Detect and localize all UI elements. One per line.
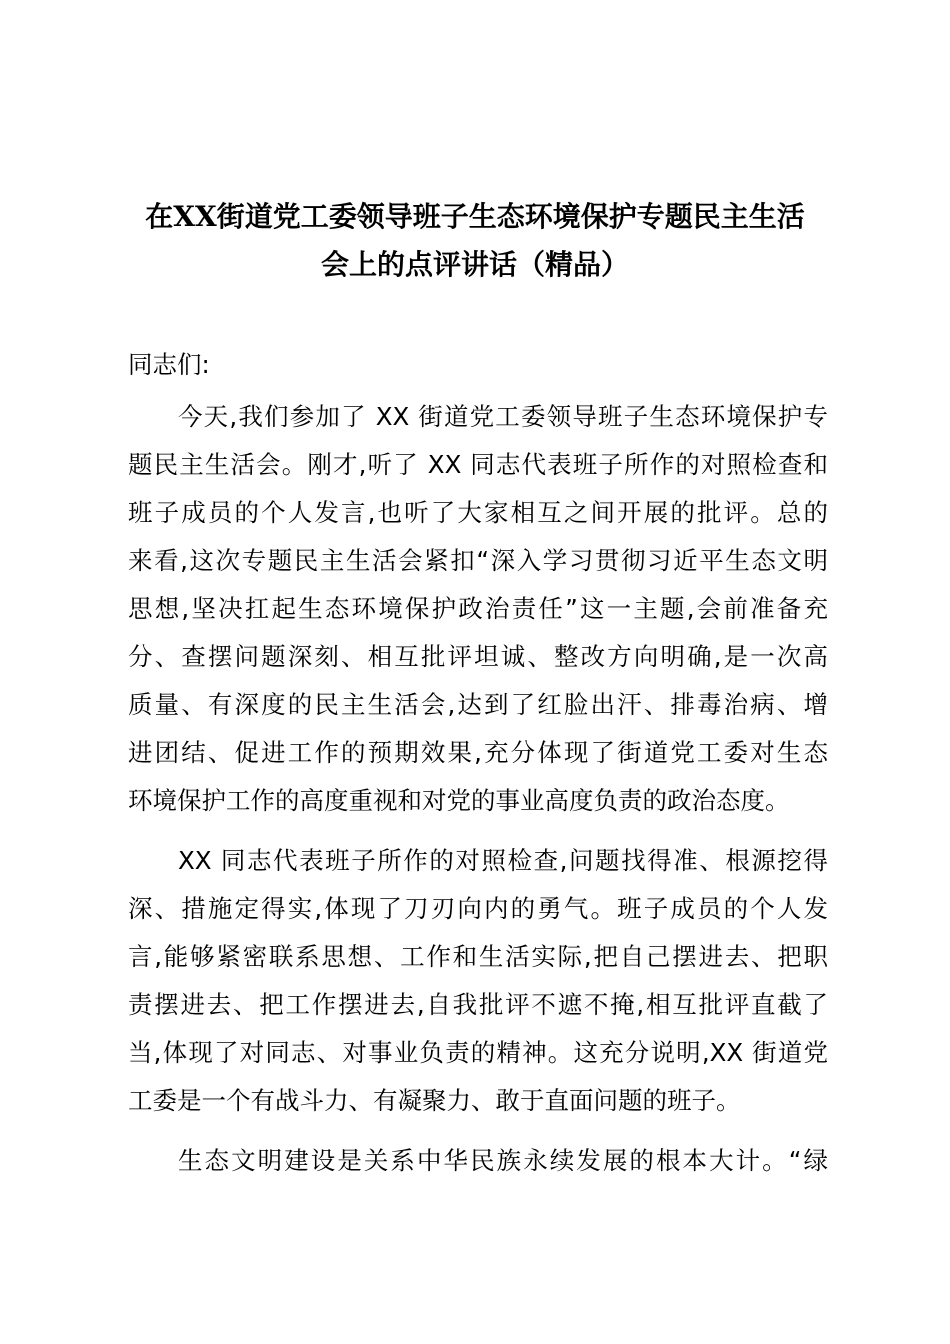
paragraph-1-line-7: 质量、有深度的民主生活会,达到了红脸出汗、排毒治病、增 xyxy=(128,690,828,719)
paragraph-1-line-3: 班子成员的个人发言,也听了大家相互之间开展的批评。总的 xyxy=(128,498,828,527)
paragraph-3-line-1: 生态文明建设是关系中华民族永续发展的根本大计。“绿 xyxy=(178,1146,828,1175)
paragraph-1-line-5: 思想,坚决扛起生态环境保护政治责任”这一主题,会前准备充 xyxy=(128,594,828,623)
paragraph-1-line-9: 环境保护工作的高度重视和对党的事业高度负责的政治态度。 xyxy=(128,786,790,815)
paragraph-2-line-2: 深、措施定得实,体现了刀刃向内的勇气。班子成员的个人发 xyxy=(128,894,828,923)
paragraph-1-line-1: 今天,我们参加了 XX 街道党工委领导班子生态环境保护专 xyxy=(178,402,828,431)
document-title-line-1: 在XX街道党工委领导班子生态环境保护专题民主生活 xyxy=(145,200,805,233)
paragraph-1-line-2: 题民主生活会。刚才,听了 XX 同志代表班子所作的对照检查和 xyxy=(128,450,828,479)
salutation: 同志们: xyxy=(128,350,210,379)
paragraph-1-line-8: 进团结、促进工作的预期效果,充分体现了街道党工委对生态 xyxy=(128,738,828,767)
paragraph-1-line-6: 分、查摆问题深刻、相互批评坦诚、整改方向明确,是一次高 xyxy=(128,642,828,671)
paragraph-2-line-6: 工委是一个有战斗力、有凝聚力、敢于直面问题的班子。 xyxy=(128,1086,741,1115)
document-title-line-2: 会上的点评讲话（精品） xyxy=(320,248,629,281)
paragraph-2-line-3: 言,能够紧密联系思想、工作和生活实际,把自己摆进去、把职 xyxy=(128,942,828,971)
paragraph-2-line-1: XX 同志代表班子所作的对照检查,问题找得准、根源挖得 xyxy=(178,846,828,875)
paragraph-1-line-4: 来看,这次专题民主生活会紧扣“深入学习贯彻习近平生态文明 xyxy=(128,546,828,575)
paragraph-2-line-4: 责摆进去、把工作摆进去,自我批评不遮不掩,相互批评直截了 xyxy=(128,990,828,1019)
paragraph-2-line-5: 当,体现了对同志、对事业负责的精神。这充分说明,XX 街道党 xyxy=(128,1038,828,1067)
